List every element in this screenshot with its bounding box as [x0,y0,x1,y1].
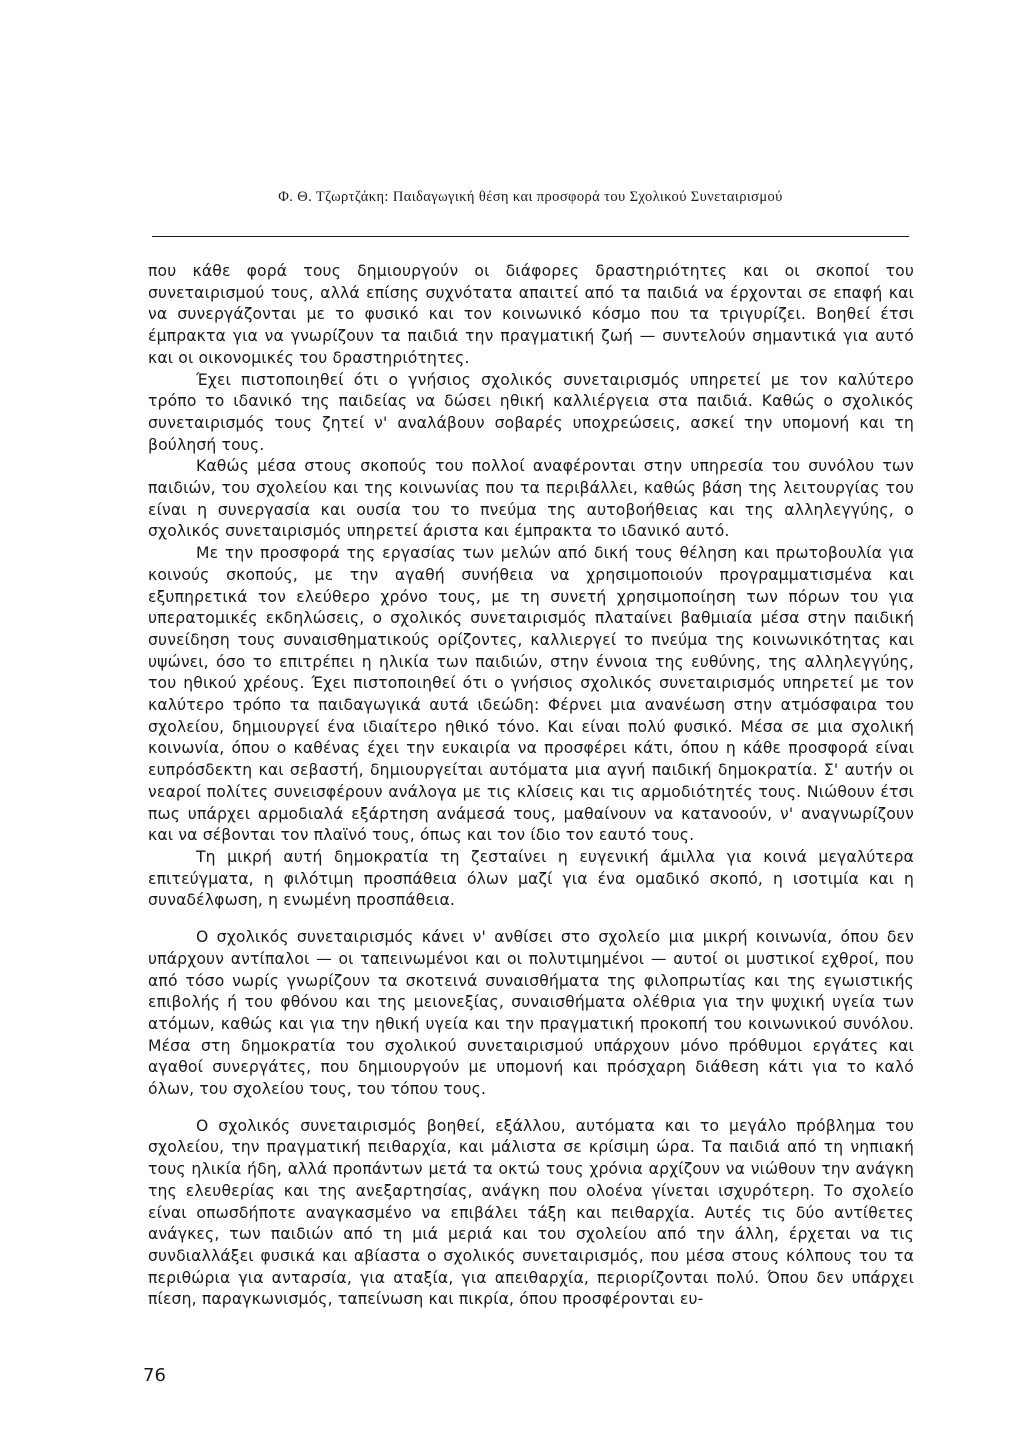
page-number: 76 [143,1365,166,1386]
paragraph-4: Με την προσφορά της εργασίας των μελών από δική τους θέληση και πρωτοβουλία για κοινούς σκοπούς, με την αγαθή συνήθεια να χρησιμοποιούν προγραμματισμένα και εξυπηρετικά τον ελεύθερο χρόνο τους, με τη συνετή χρησιμοποίηση των πόρων του για υπερατομικές εκδηλώσεις, ο σχολικός συνεταιρισμός πλαταίνει βαθμιαία μέσα στην παιδική συνείδηση τους συναισθηματικούς ορίζοντες, καλλιεργεί το πνεύμα της κοινωνικότητας και υψώνει, όσο το επιτρέπει η ηλικία των παιδιών, στην έννοια της ευθύνης, της αλληλεγγύης, του ηθικού χρέους. Έχει πιστοποιηθεί ότι ο γνήσιος σχολικός συνεταιρισμός υπηρετεί με τον καλύτερο τρόπο τα παιδαγωγικά αυτά ιδεώδη: Φέρνει μια ανανέωση στην ατμόσφαιρα του σχολείου, δημιουργεί ένα ιδιαίτερο ηθικό τόνο. Και είναι πολύ φυσικό. Μέσα σε μια σχολική κοινωνία, όπου ο καθένας έχει την ευκαιρία να προσφέρει κάτι, όπου η κάθε προσφορά είναι ευπρόσδεκτη και σεβαστή, δημιουργείται αυτόματα μια αγνή παιδική δημοκρατία. Σ' αυτήν οι νεαροί πολίτες συνεισφέρουν ανάλογα με τις κλίσεις και τις αρμοδιότητές τους. Νιώθουν έτσι πως υπάρχει αρμοδιαλά εξάρτηση ανάμεσά τους, μαθαίνουν να κατανοούν, ν' αναγνωρίζουν και να σέβονται τον πλαϊνό τους, όπως και τον ίδιο τον εαυτό τους. [148,544,914,845]
body-text [148,261,914,1311]
header-rule [152,236,909,237]
paragraph-3: Καθώς μέσα στους σκοπούς του πολλοί αναφέρονται στην υπηρεσία του συνόλου των παιδιών, του σχολείου και της κοινωνίας που τα περιβάλλει, καθώς βάση της λειτουργίας του είναι η συνεργασία και ουσία του το πνεύμα της αυτοβοήθειας και της αλληλεγγύης, ο σχολικός συνεταιρισμός υπηρετεί άριστα και έμπρακτα το ιδανικό αυτό. [148,457,914,541]
running-header: Φ. Θ. Τζωρτζάκη: Παιδαγωγική θέση και προσφορά του Σχολικού Συνεταιρισμού [278,189,783,205]
paragraph-5: Τη μικρή αυτή δημοκρατία τη ζεσταίνει η ευγενική άμιλλα για κοινά μεγαλύτερα επιτεύγματα, η φιλότιμη προσπάθεια όλων μαζί για ένα ομαδικό σκοπό, η ισοτιμία και η συναδέλφωση, η ενωμένη προσπάθεια. [148,847,914,910]
paragraph-6: Ο σχολικός συνεταιρισμός κάνει ν' ανθίσει στο σχολείο μια μικρή κοινωνία, όπου δεν υπάρχουν αντίπαλοι — οι ταπεινωμένοι και οι πολυτιμημένοι — αυτοί οι μυστικοί εχθροί, που από τόσο νωρίς γνωρίζουν τα σκοτεινά συναισθήματα της φιλοπρωτίας και της εγωιστικής επιβολής ή του φθόνου και της μειονεξίας, συναισθήματα ολέθρια για την ψυχική υγεία των ατόμων, καθώς και για την ηθική υγεία και την πραγματική προκοπή του κοινωνικού συνόλου. Μέσα στη δημοκρατία του σχολικού συνεταιρισμού υπάρχουν μόνο πρόθυμοι εργάτες και αγαθοί συνεργάτες, που δημιουργούν με υπομονή και πρόσχαρη διάθεση κάτι για το καλό όλων, του σχολείου τους, του τόπου τους. [148,928,914,1099]
paragraph-7: Ο σχολικός συνεταιρισμός βοηθεί, εξάλλου, αυτόματα και το μεγάλο πρόβλημα του σχολείου, την πραγματική πειθαρχία, και μάλιστα σε κρίσιμη ώρα. Τα παιδιά από τη νηπιακή τους ηλικία ήδη, αλλά προπάντων μετά τα οκτώ τους χρόνια αρχίζουν να νιώθουν την ανάγκη της ελευθερίας και της ανεξαρτησίας, ανάγκη που ολοένα γίνεται ισχυρότερη. Το σχολείο είναι οπωσδήποτε αναγκασμένο να επιβάλει τάξη και πειθαρχία. Αυτές τις δύο αντίθετες ανάγκες, των παιδιών από τη μιά μεριά και του σχολείου από την άλλη, έρχεται να τις συνδιαλλάξει φυσικά και αβίαστα ο σχολικός συνεταιρισμός, που μέσα στους κόλπους του τα περιθώρια για ανταρσία, για αταξία, για απειθαρχία, περιορίζονται πολύ. Όπου δεν υπάρχει πίεση, παραγκωνισμός, ταπείνωση και πικρία, όπου προσφέρονται ευ- [148,1116,914,1309]
paragraph-1: που κάθε φορά τους δημιουργούν οι διάφορες δραστηριότητες και οι σκοποί του συνεταιρισμού τους, αλλά επίσης συχνότατα απαιτεί από τα παιδιά να έρχονται σε επαφή και να συνεργάζονται με το φυσικό και τον κοινωνικό κόσμο που τα τριγυρίζει. Βοηθεί έτσι έμπρακτα για να γνωρίζουν τα παιδιά την πραγματική ζωή — συντελούν σημαντικά για αυτό και οι οικονομικές του δραστηριότητες. [148,262,914,367]
paragraph-2: Έχει πιστοποιηθεί ότι ο γνήσιος σχολικός συνεταιρισμός υπηρετεί με τον καλύτερο τρόπο το ιδανικό της παιδείας να δώσει ηθική καλλιέργεια στα παιδιά. Καθώς ο σχολικός συνεταιρισμός τους ζητεί ν' αναλάβουν σοβαρές υποχρεώσεις, ασκεί την υπομονή και τη βούλησή τους. [148,370,914,454]
